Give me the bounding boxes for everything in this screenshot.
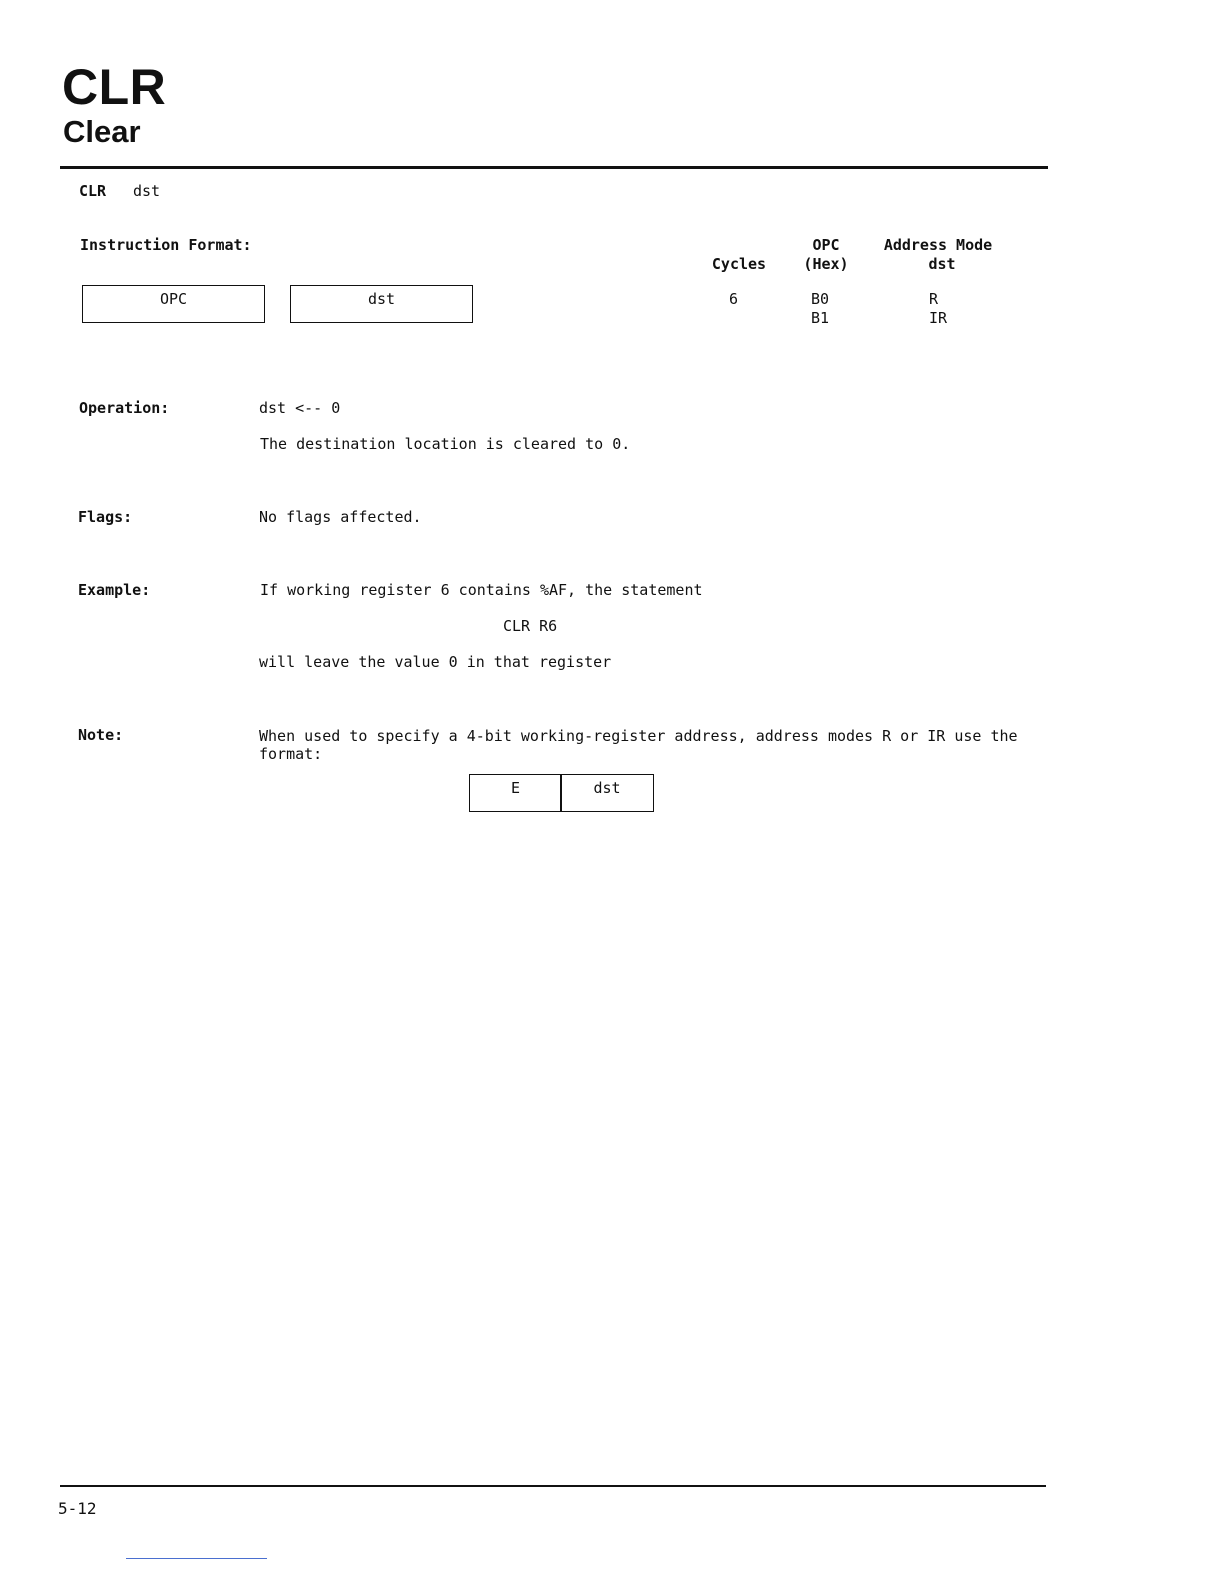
- example-code: CLR R6: [503, 617, 558, 635]
- address-mode-header: Address Mode: [883, 236, 993, 254]
- operation-description: The destination location is cleared to 0.: [260, 435, 631, 453]
- cycles-value: 6: [729, 290, 739, 308]
- cycles-header: Cycles: [711, 255, 767, 273]
- instruction-mnemonic-title: CLR: [62, 59, 167, 115]
- note-format-box-e-label: E: [510, 779, 521, 797]
- format-box-dst: [290, 285, 473, 323]
- flags-label: Flags:: [78, 508, 133, 526]
- operation-label: Operation:: [79, 399, 170, 417]
- instruction-name-subtitle: Clear: [63, 114, 141, 149]
- mode-row-2: IR: [929, 309, 948, 327]
- example-text-line-1: If working register 6 contains %AF, the statement: [260, 581, 703, 599]
- note-format-box-e: [469, 774, 562, 812]
- opc-header: OPC: [812, 236, 840, 254]
- operation-expression: dst <-- 0: [259, 399, 341, 417]
- top-rule: [60, 166, 1048, 169]
- flags-description: No flags affected.: [259, 508, 422, 526]
- opc-hex-header: (Hex): [803, 255, 849, 273]
- example-text-line-2: will leave the value 0 in that register: [259, 653, 612, 671]
- opc-row-1: B0: [811, 290, 830, 308]
- page-number: 5-12: [58, 1499, 97, 1518]
- format-box-dst-label: dst: [367, 290, 396, 308]
- address-mode-dst-header: dst: [928, 255, 956, 273]
- format-box-opc: [82, 285, 265, 323]
- instruction-format-label: Instruction Format:: [80, 236, 252, 254]
- syntax-operand: dst: [133, 182, 161, 200]
- mode-row-1: R: [929, 290, 939, 308]
- note-label: Note:: [78, 726, 124, 744]
- example-label: Example:: [78, 581, 151, 599]
- bottom-rule: [60, 1485, 1046, 1487]
- opc-row-2: B1: [811, 309, 830, 327]
- note-format-box-dst: [560, 774, 654, 812]
- note-format-box-dst-label: dst: [593, 779, 621, 797]
- note-text-line-1: When used to specify a 4-bit working-register address, address modes R or IR use the: [259, 727, 1018, 745]
- blue-underline-mark: [126, 1558, 267, 1559]
- syntax-mnemonic: CLR: [79, 182, 107, 200]
- note-text-line-2: format:: [259, 745, 323, 763]
- format-box-opc-label: OPC: [159, 290, 188, 308]
